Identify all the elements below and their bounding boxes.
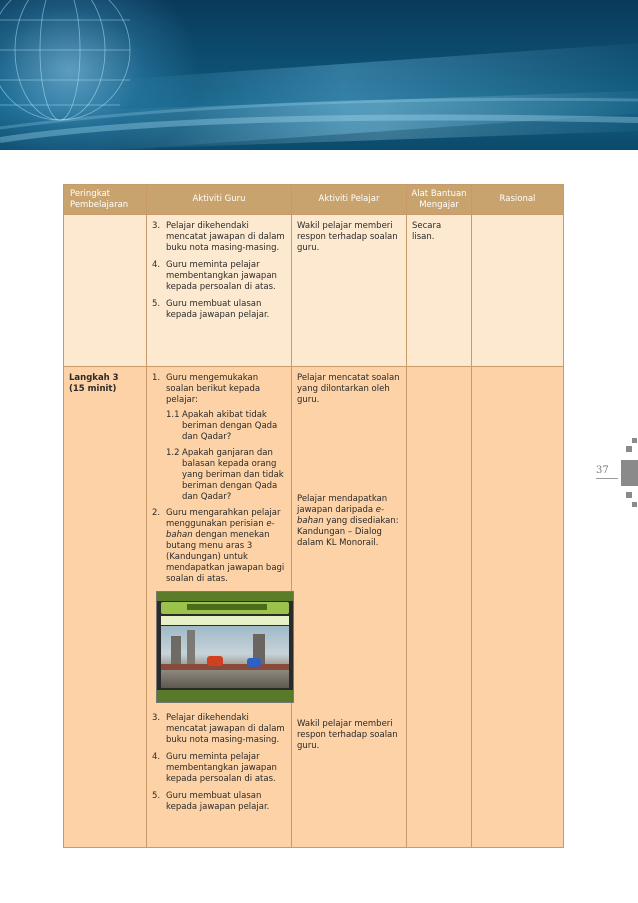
- page-number: 37: [596, 465, 609, 476]
- list-item: 4. Guru meminta pelajar membentangkan jawapan kepada persoalan di atas.: [152, 260, 277, 292]
- list-item: 4. Guru meminta pelajar membentangkan jawapan kepada persoalan di atas.: [152, 752, 277, 784]
- ebahan-screenshot: [156, 591, 294, 703]
- header-banner: [0, 0, 638, 150]
- header-peringkat: Peringkat Pembelajaran: [64, 185, 147, 215]
- pelajar-response-2: Pelajar mendapatkan jawapan daripada e-bahan yang disediakan: Kandungan – Dialog dalam KL Monorail.: [297, 494, 399, 548]
- step-time: (15 minit): [69, 384, 117, 394]
- page-number-rule: [596, 478, 618, 479]
- cell-aktiviti-pelajar: [292, 367, 407, 848]
- cell-aktiviti-guru: [147, 215, 292, 367]
- cell-alat-bantuan: [407, 367, 472, 848]
- header-rasional: Rasional: [472, 185, 564, 215]
- side-square: [632, 502, 637, 507]
- list-item: 2. Guru mengarahkan pelajar menggunakan perisian e-bahan dengan menekan butang menu aras 3 (Kandungan) untuk mendapatkan jawapan bagi soalan di atas.: [152, 508, 285, 584]
- cell-aktiviti-pelajar: Wakil pelajar memberi respon terhadap soalan guru.: [292, 215, 407, 367]
- cell-aktiviti-guru: [147, 367, 292, 848]
- pelajar-response-1: Pelajar mencatat soalan yang dilontarkan oleh guru.: [297, 373, 400, 405]
- table-row: [64, 215, 564, 367]
- list-item: 5. Guru membuat ulasan kepada jawapan pelajar.: [152, 299, 270, 320]
- header-aktiviti-pelajar: Aktiviti Pelajar: [292, 185, 407, 215]
- side-square: [626, 492, 632, 498]
- table-header-row: [64, 185, 564, 215]
- cell-rasional: [472, 367, 564, 848]
- side-square: [626, 446, 632, 452]
- cell-alat-bantuan: Secara lisan.: [407, 215, 472, 367]
- cell-rasional: [472, 215, 564, 367]
- side-tab: [621, 460, 638, 486]
- side-square: [632, 438, 637, 443]
- header-alat-bantuan: Alat Bantuan Mengajar: [407, 185, 472, 215]
- header-aktiviti-guru: Aktiviti Guru: [147, 185, 292, 215]
- globe-graphic: [0, 0, 638, 150]
- table-row: [64, 367, 564, 848]
- list-item: 1. Guru mengemukakan soalan berikut kepada pelajar:: [152, 373, 261, 405]
- list-item: 3. Pelajar dikehendaki mencatat jawapan di dalam buku nota masing-masing.: [152, 713, 285, 745]
- cell-peringkat: [64, 367, 147, 848]
- list-item: 3. Pelajar dikehendaki mencatat jawapan di dalam buku nota masing-masing.: [152, 221, 285, 253]
- pelajar-response-3: Wakil pelajar memberi respon terhadap soalan guru.: [297, 719, 398, 751]
- cell-peringkat: [64, 215, 147, 367]
- lesson-table: [63, 184, 564, 848]
- list-item: 5. Guru membuat ulasan kepada jawapan pelajar.: [152, 791, 270, 812]
- sub-item: 1.1 Apakah akibat tidak beriman dengan Qada dan Qadar?: [166, 410, 278, 442]
- sub-item: 1.2 Apakah ganjaran dan balasan kepada orang yang beriman dan tidak beriman dengan Qada dan Qadar?: [166, 448, 284, 502]
- step-title: Langkah 3: [69, 373, 119, 383]
